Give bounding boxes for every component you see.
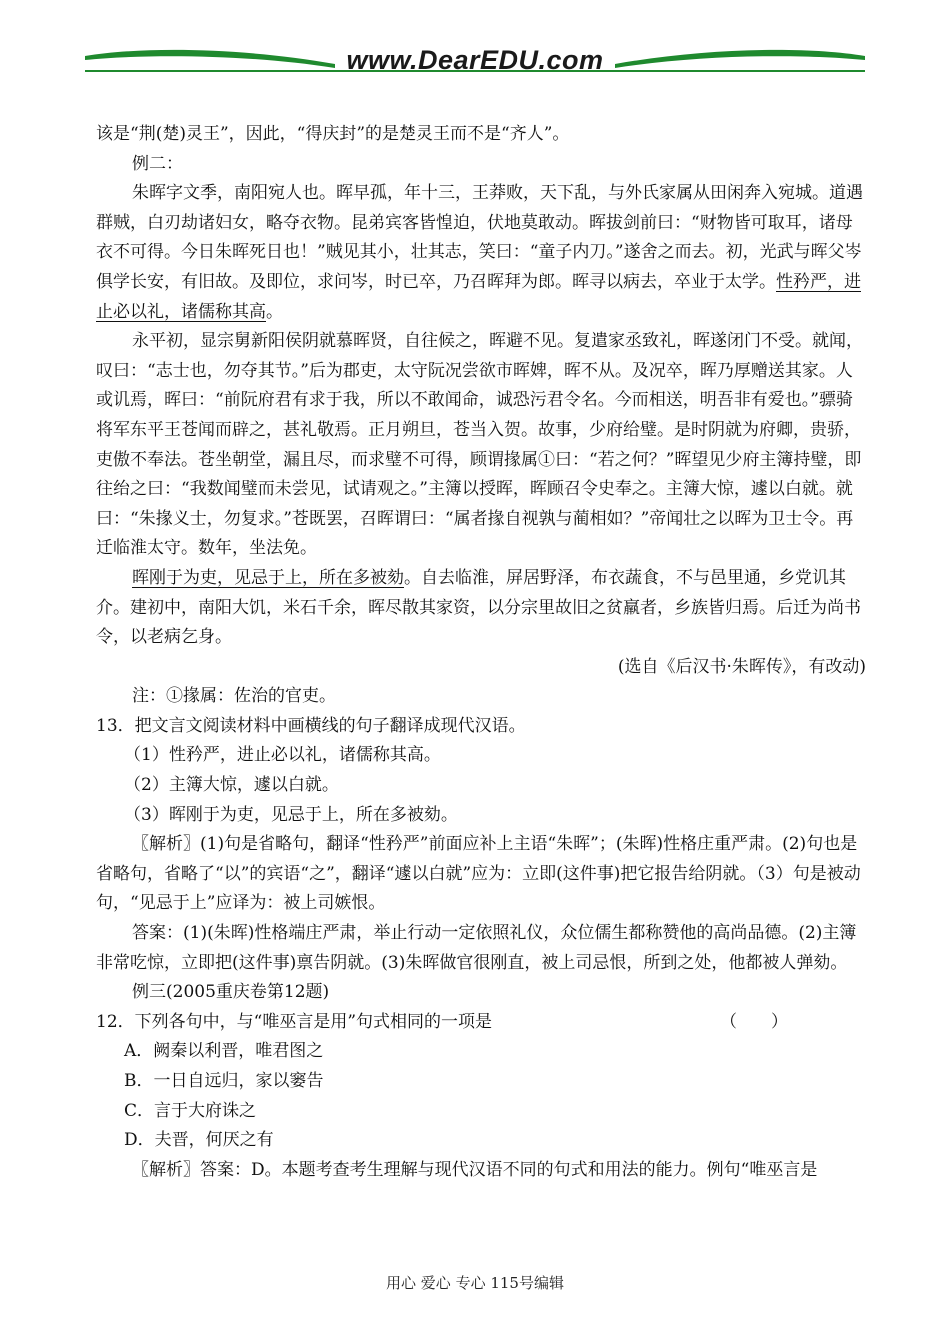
analysis-paragraph-2: 〖解析〗答案：D。本题考查考生理解与现代汉语不同的句式和用法的能力。例句“唯巫言是	[132, 1159, 818, 1180]
example-2-heading: 例二：	[132, 153, 183, 174]
site-logo: www.DearEDU.com	[346, 45, 604, 75]
question-12-text: 12．下列各句中，与“唯巫言是用”句式相同的一项是	[96, 1011, 493, 1032]
underlined-sentence-1: 性矜严，进止必以礼，诸儒称其高	[96, 271, 861, 322]
passage-paragraph-2: 永平初，显宗舅新阳侯阴就慕晖贤，自往候之，晖避不见。复遣家丞致礼，晖遂闭门不受。就闻，叹曰：“志士也，勿夺其节。”后为郡吏，太守阮况尝欲市晖婢，晖不从。及况卒，晖乃厚赠送其家。人或讥焉，晖曰：“前阮府君有求于我，所以不敢闻命，诚恐污君令名。今而相送，明吾非有爱也。”骠骑将军东平王苍闻而辟之，甚礼敬焉。正月朔旦，苍当入贺。故事，少府给璧。是时阴就为府卿，贵骄，吏傲不奉法。苍坐朝堂，漏且尽，而求璧不可得，顾谓掾属①曰：“若之何？”晖望见少府主簿持璧，即往绐之曰：“我数闻璧而未尝见，试请观之。”主簿以授晖，晖顾召令史奉之。主簿大惊，遽以白就。就曰：“朱掾义士，勿复求。”苍既罢，召晖谓曰：“属者掾自视孰与蔺相如？”帝闻壮之以晖为卫士令。再迁临淮太守。数年，坐法免。	[96, 331, 863, 559]
page-footer: 用心 爱心 专心 115号编辑	[386, 1274, 564, 1292]
option-b: B．一日自远归，家以窭告	[124, 1071, 324, 1091]
footnote: 注：①掾属：佐治的官吏。	[132, 686, 336, 707]
page-header	[0, 0, 950, 100]
passage-paragraph-3	[96, 564, 866, 653]
option-d: D．夫晋，何厌之有	[124, 1130, 274, 1151]
option-a: A．阙秦以利晋，唯君图之	[124, 1041, 324, 1062]
passage-text: 。	[266, 301, 283, 322]
passage-text: 。自去临淮，屏居野泽，布衣蔬食，不与邑里通，乡党讥其介。建初中，南阳大饥，米石千余，晖尽散其家资，以分宗里故旧之贫羸者，乡族皆归焉。后迁为尚书令，以老病乞身。	[96, 567, 861, 648]
source-citation: (选自《后汉书·朱晖传》，有改动)	[617, 656, 866, 677]
question-12	[96, 1008, 866, 1038]
question-13-item: （2）主簿大惊，遽以白就。	[124, 775, 339, 796]
option-c: C．言于大府诛之	[124, 1100, 257, 1121]
underlined-sentence-3: 晖刚于为吏，见忌于上，所在多被劾	[132, 567, 404, 588]
passage-text: 朱晖字文季，南阳宛人也。晖早孤，年十三，王莽败，天下乱，与外氏家属从田闲奔入宛城。道遇群贼，白刃劫诸妇女，略夺衣物。昆弟宾客皆惶迫，伏地莫敢动。晖拔剑前曰：“财物皆可取耳，诸母衣不可得。今日朱晖死日也！”贼见其小，壮其志，笑曰：“童子内刀。”遂舍之而去。初，光武与晖父岑俱学长安，有旧故。及即位，求问岑，时已卒，乃召晖拜为郎。晖寻以病去，卒业于太学。	[96, 183, 863, 292]
question-13-item: （1）性矜严，进止必以礼，诸儒称其高。	[124, 745, 441, 766]
example-3-heading: 例三(2005重庆卷第12题)	[132, 982, 330, 1003]
question-13: 13．把文言文阅读材料中画横线的句子翻译成现代汉语。	[96, 715, 526, 736]
intro-paragraph: 该是“荆(楚)灵王”，因此，“得庆封”的是楚灵王而不是“齐人”。	[96, 124, 570, 144]
answer-blank: （ ）	[720, 1011, 788, 1032]
passage-paragraph-1	[96, 179, 866, 327]
answer-paragraph: 答案：(1)(朱晖)性格端庄严肃，举止行动一定依照礼仪，众位儒生都称赞他的高尚品德。(2)主簿非常吃惊，立即把(这件事)禀告阴就。(3)朱晖做官很刚直，被上司忌恨，所到之处，他都被人弹劾。	[96, 923, 857, 973]
analysis-paragraph: 〖解析〗(1)句是省略句，翻译“性矜严”前面应补上主语“朱晖”；(朱晖)性格庄重严肃。(2)句也是省略句，省略了“以”的宾语“之”，翻译“遽以白就”应为：立即(这件事)把它报告给阴就。（3）句是被动句，“见忌于上”应译为：被上司嫉恨。	[96, 834, 861, 914]
document-body	[96, 120, 866, 1185]
question-13-item: （3）晖刚于为吏，见忌于上，所在多被劾。	[124, 804, 458, 825]
